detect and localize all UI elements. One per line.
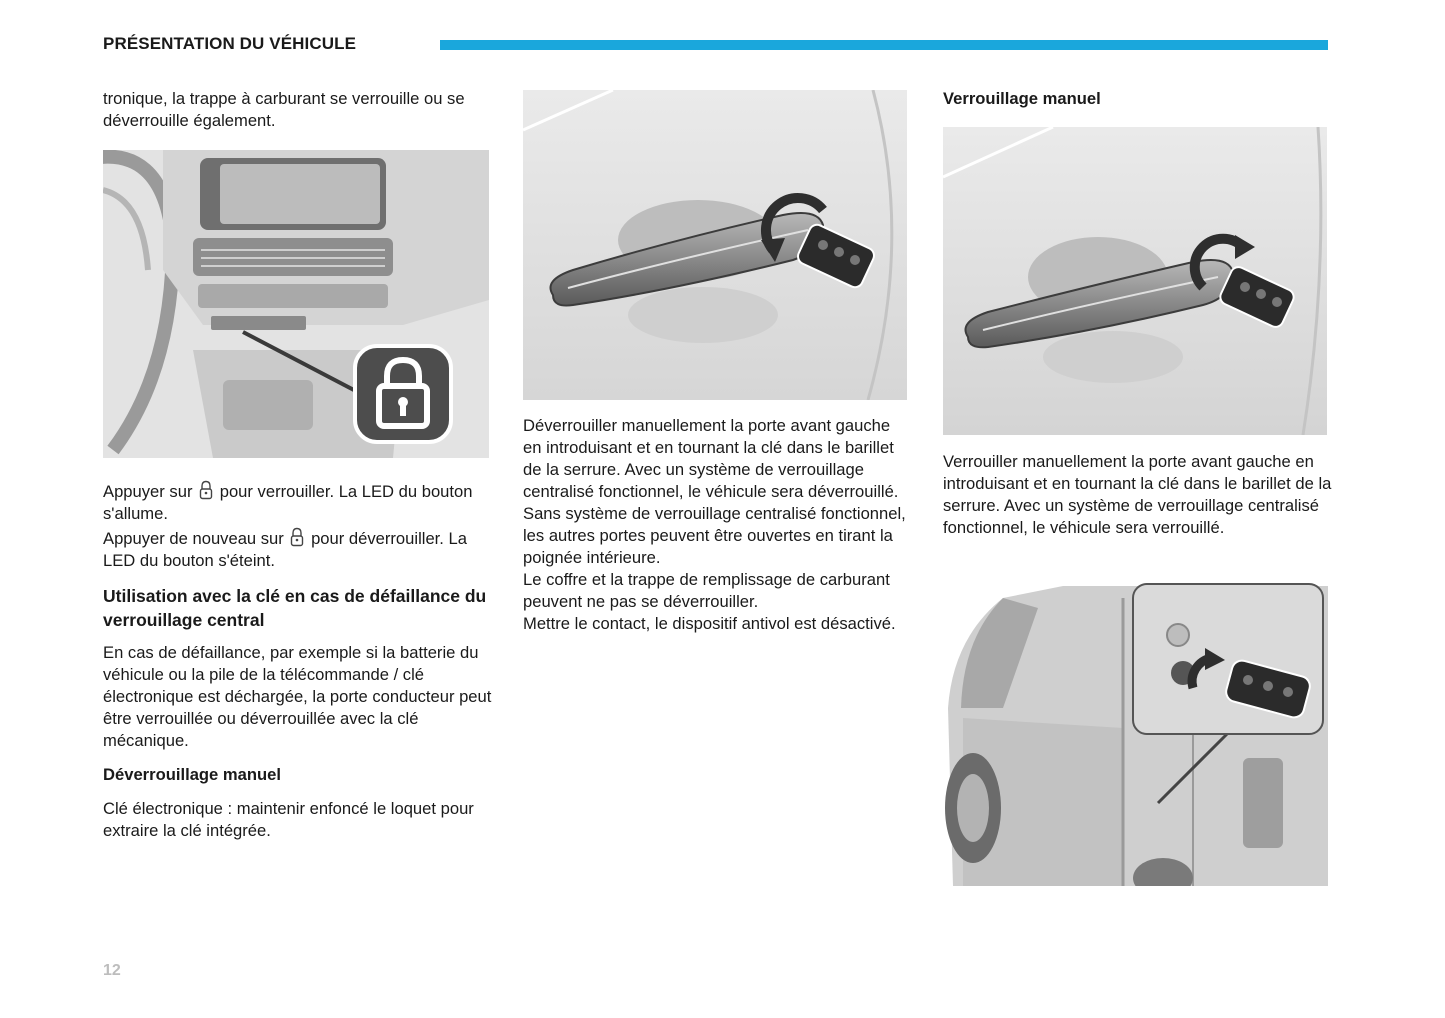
van-key-illustration	[943, 578, 1328, 886]
unlock-paragraph-2: Sans système de verrouillage centralisé fonctionnel, les autres portes peuvent être ouvertes en tirant la poignée intérieure.	[523, 504, 906, 567]
unlock-instruction-start: Appuyer de nouveau sur	[103, 529, 284, 548]
lock-instruction	[103, 480, 493, 525]
unlock-paragraph-1: Déverrouiller manuellement la porte avant gauche en introduisant et en tournant la clé dans le barillet de la serrure. Avec un système de verrouillage centralisé fonctionnel, le véhicule sera déverrouillé.	[523, 416, 899, 501]
subsection-heading: Déverrouillage manuel	[103, 765, 281, 784]
unlock-instruction-end: pour déverrouiller. La LED du bouton s'éteint.	[103, 529, 467, 570]
door-handle-unlock-illustration	[523, 90, 907, 400]
column-1	[103, 88, 493, 842]
lock-paragraph: Verrouiller manuellement la porte avant gauche en introduisant et en tournant la clé dans le barillet de la serrure. Avec un système de verrouillage centralisé fonctionnel, le véhicule sera verrouillé.	[943, 452, 1332, 537]
lock-icon	[290, 527, 304, 547]
dashboard-illustration	[103, 150, 489, 458]
unlock-paragraph-4: Mettre le contact, le dispositif antivol est désactivé.	[523, 614, 896, 633]
subsection-body: Clé électronique : maintenir enfoncé le loquet pour extraire la clé intégrée.	[103, 799, 474, 840]
unlock-instruction	[103, 527, 493, 572]
header-accent-bar	[440, 40, 1328, 50]
lock-icon	[199, 480, 213, 500]
section-body: En cas de défaillance, par exemple si la batterie du véhicule ou la pile de la télécommande / clé électronique est déchargée, la porte conducteur peut être verrouillée ou déverrouillée avec la clé mécanique.	[103, 643, 492, 750]
lock-instruction-end: pour verrouiller. La LED du bouton s'allume.	[103, 482, 473, 523]
unlock-paragraph-3: Le coffre et la trappe de remplissage de carburant peuvent ne pas se déverrouiller.	[523, 570, 890, 611]
column-3-text	[943, 451, 1333, 539]
column-2	[523, 415, 913, 635]
lock-instruction-start: Appuyer sur	[103, 482, 193, 501]
section-header-title: PRÉSENTATION DU VÉHICULE	[103, 34, 357, 53]
door-handle-lock-illustration	[943, 127, 1327, 435]
manual-lock-heading: Verrouillage manuel	[943, 89, 1101, 108]
column-3	[943, 88, 1333, 110]
section-heading: Utilisation avec la clé en cas de défaillance du verrouillage central	[103, 586, 487, 630]
page-number: 12	[103, 962, 121, 979]
intro-paragraph: tronique, la trappe à carburant se verrouille ou se déverrouille également.	[103, 89, 465, 130]
